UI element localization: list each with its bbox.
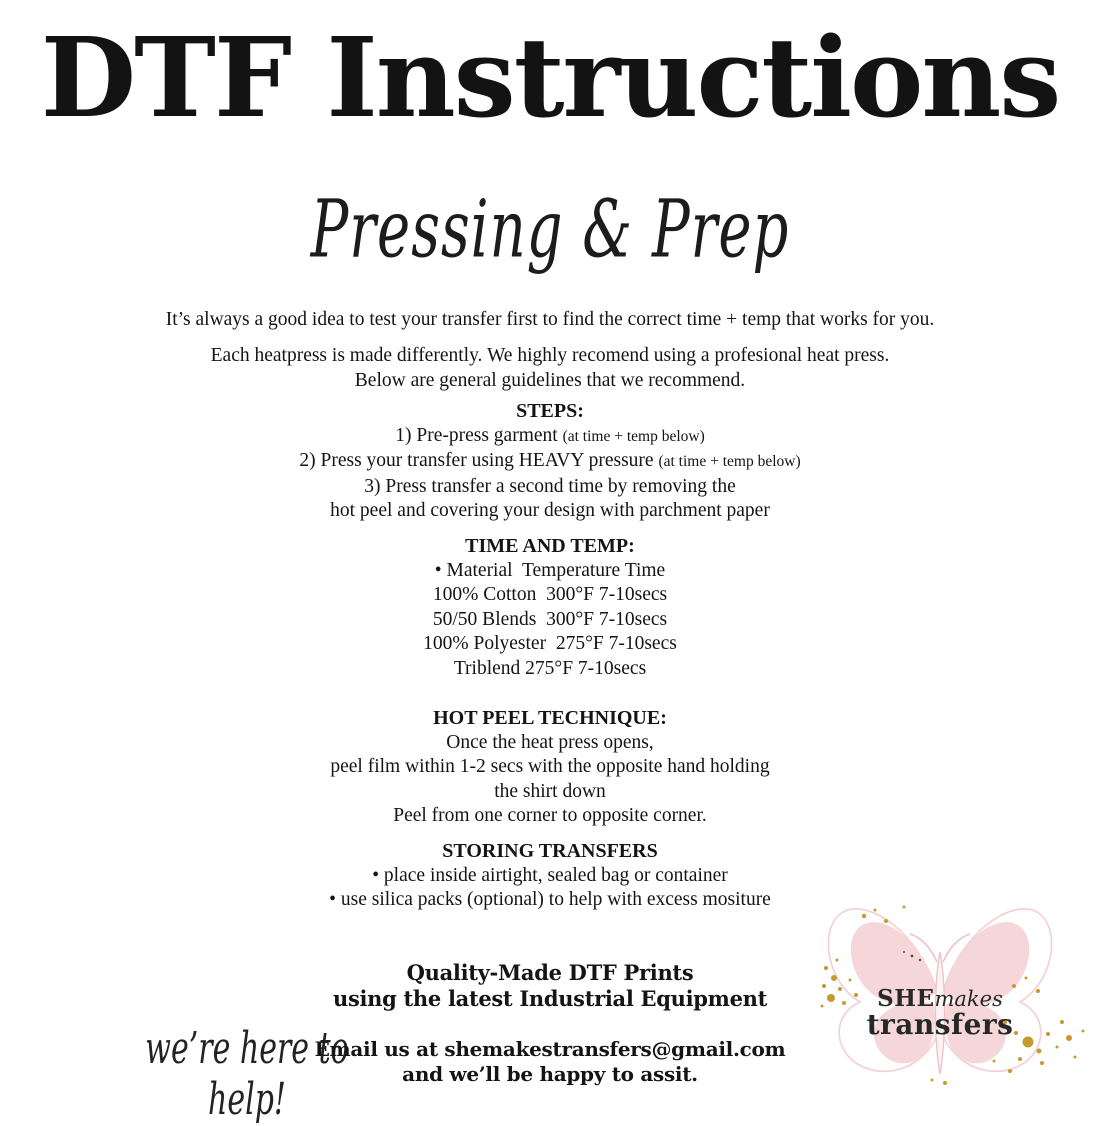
time-temp-row: 100% Cotton 300°F 7-10secs	[432, 584, 668, 605]
hot-peel-heading: HOT PEEL TECHNIQUE:	[433, 707, 667, 729]
intro-line-3: Below are general guidelines that we recommend.	[354, 369, 746, 391]
quality-line-2: using the latest Industrial Equipment	[332, 986, 768, 1011]
steps-item-2-text: 2) Press your transfer using HEAVY pressure	[299, 450, 659, 471]
hot-peel-section	[0, 706, 1100, 829]
brand-caps: SHE	[877, 985, 935, 1012]
email-line-1: Email us at shemakestransfers@gmail.com	[314, 1037, 786, 1061]
hot-peel-line: Once the heat press opens,	[446, 731, 654, 753]
time-temp-header-row: • Material Temperature Time	[434, 559, 666, 581]
steps-item-3-line-2: hot peel and covering your design with parchment paper	[330, 500, 770, 521]
brand-logo	[816, 890, 1094, 1095]
steps-heading: STEPS:	[516, 400, 584, 422]
steps-item-1-note: (at time + temp below)	[562, 427, 705, 445]
storing-line: • place inside airtight, sealed bag or container	[372, 864, 728, 886]
intro-line-2: Each heatpress is made differently. We highly recomend using a profesional heat press.	[210, 345, 890, 366]
time-temp-row: Triblend 275°F 7-10secs	[453, 657, 647, 679]
help-script-text: we’re here to help!	[145, 1024, 349, 1126]
hot-peel-line: the shirt down	[494, 780, 606, 802]
intro-line-1: It’s always a good idea to test your transfer first to find the correct time + temp that works for you.	[165, 309, 935, 330]
brand-word: transfers	[866, 1008, 1014, 1041]
storing-heading: STORING TRANSFERS	[442, 840, 658, 862]
steps-item-1	[0, 424, 1100, 450]
hot-peel-line: peel film within 1-2 secs with the opposite hand holding	[330, 756, 770, 777]
brand-script: makes	[934, 987, 1003, 1011]
quality-line-1: Quality-Made DTF Prints	[406, 960, 694, 985]
brand-logo-text	[816, 985, 1064, 1041]
steps-section	[0, 399, 1100, 524]
time-temp-row: 100% Polyester 275°F 7-10secs	[423, 633, 677, 654]
email-line-2: and we’ll be happy to assit.	[402, 1062, 698, 1086]
time-and-temp-section	[0, 534, 1100, 681]
time-temp-heading: TIME AND TEMP:	[465, 535, 635, 557]
steps-item-1-text: 1) Pre-press garment	[395, 424, 563, 446]
time-temp-row: 50/50 Blends 300°F 7-10secs	[432, 608, 668, 630]
storing-line: • use silica packs (optional) to help with excess mositure	[329, 889, 771, 910]
steps-item-2	[0, 449, 1100, 475]
steps-item-3-line-1: 3) Press transfer a second time by removing the	[364, 475, 736, 497]
steps-item-2-note: (at time + temp below)	[658, 453, 801, 470]
intro-paragraph-2	[0, 344, 1100, 393]
page-title: DTF Instructions	[40, 13, 1060, 142]
page-subtitle: Pressing & Prep	[310, 184, 790, 277]
hot-peel-line: Peel from one corner to opposite corner.	[393, 805, 707, 826]
